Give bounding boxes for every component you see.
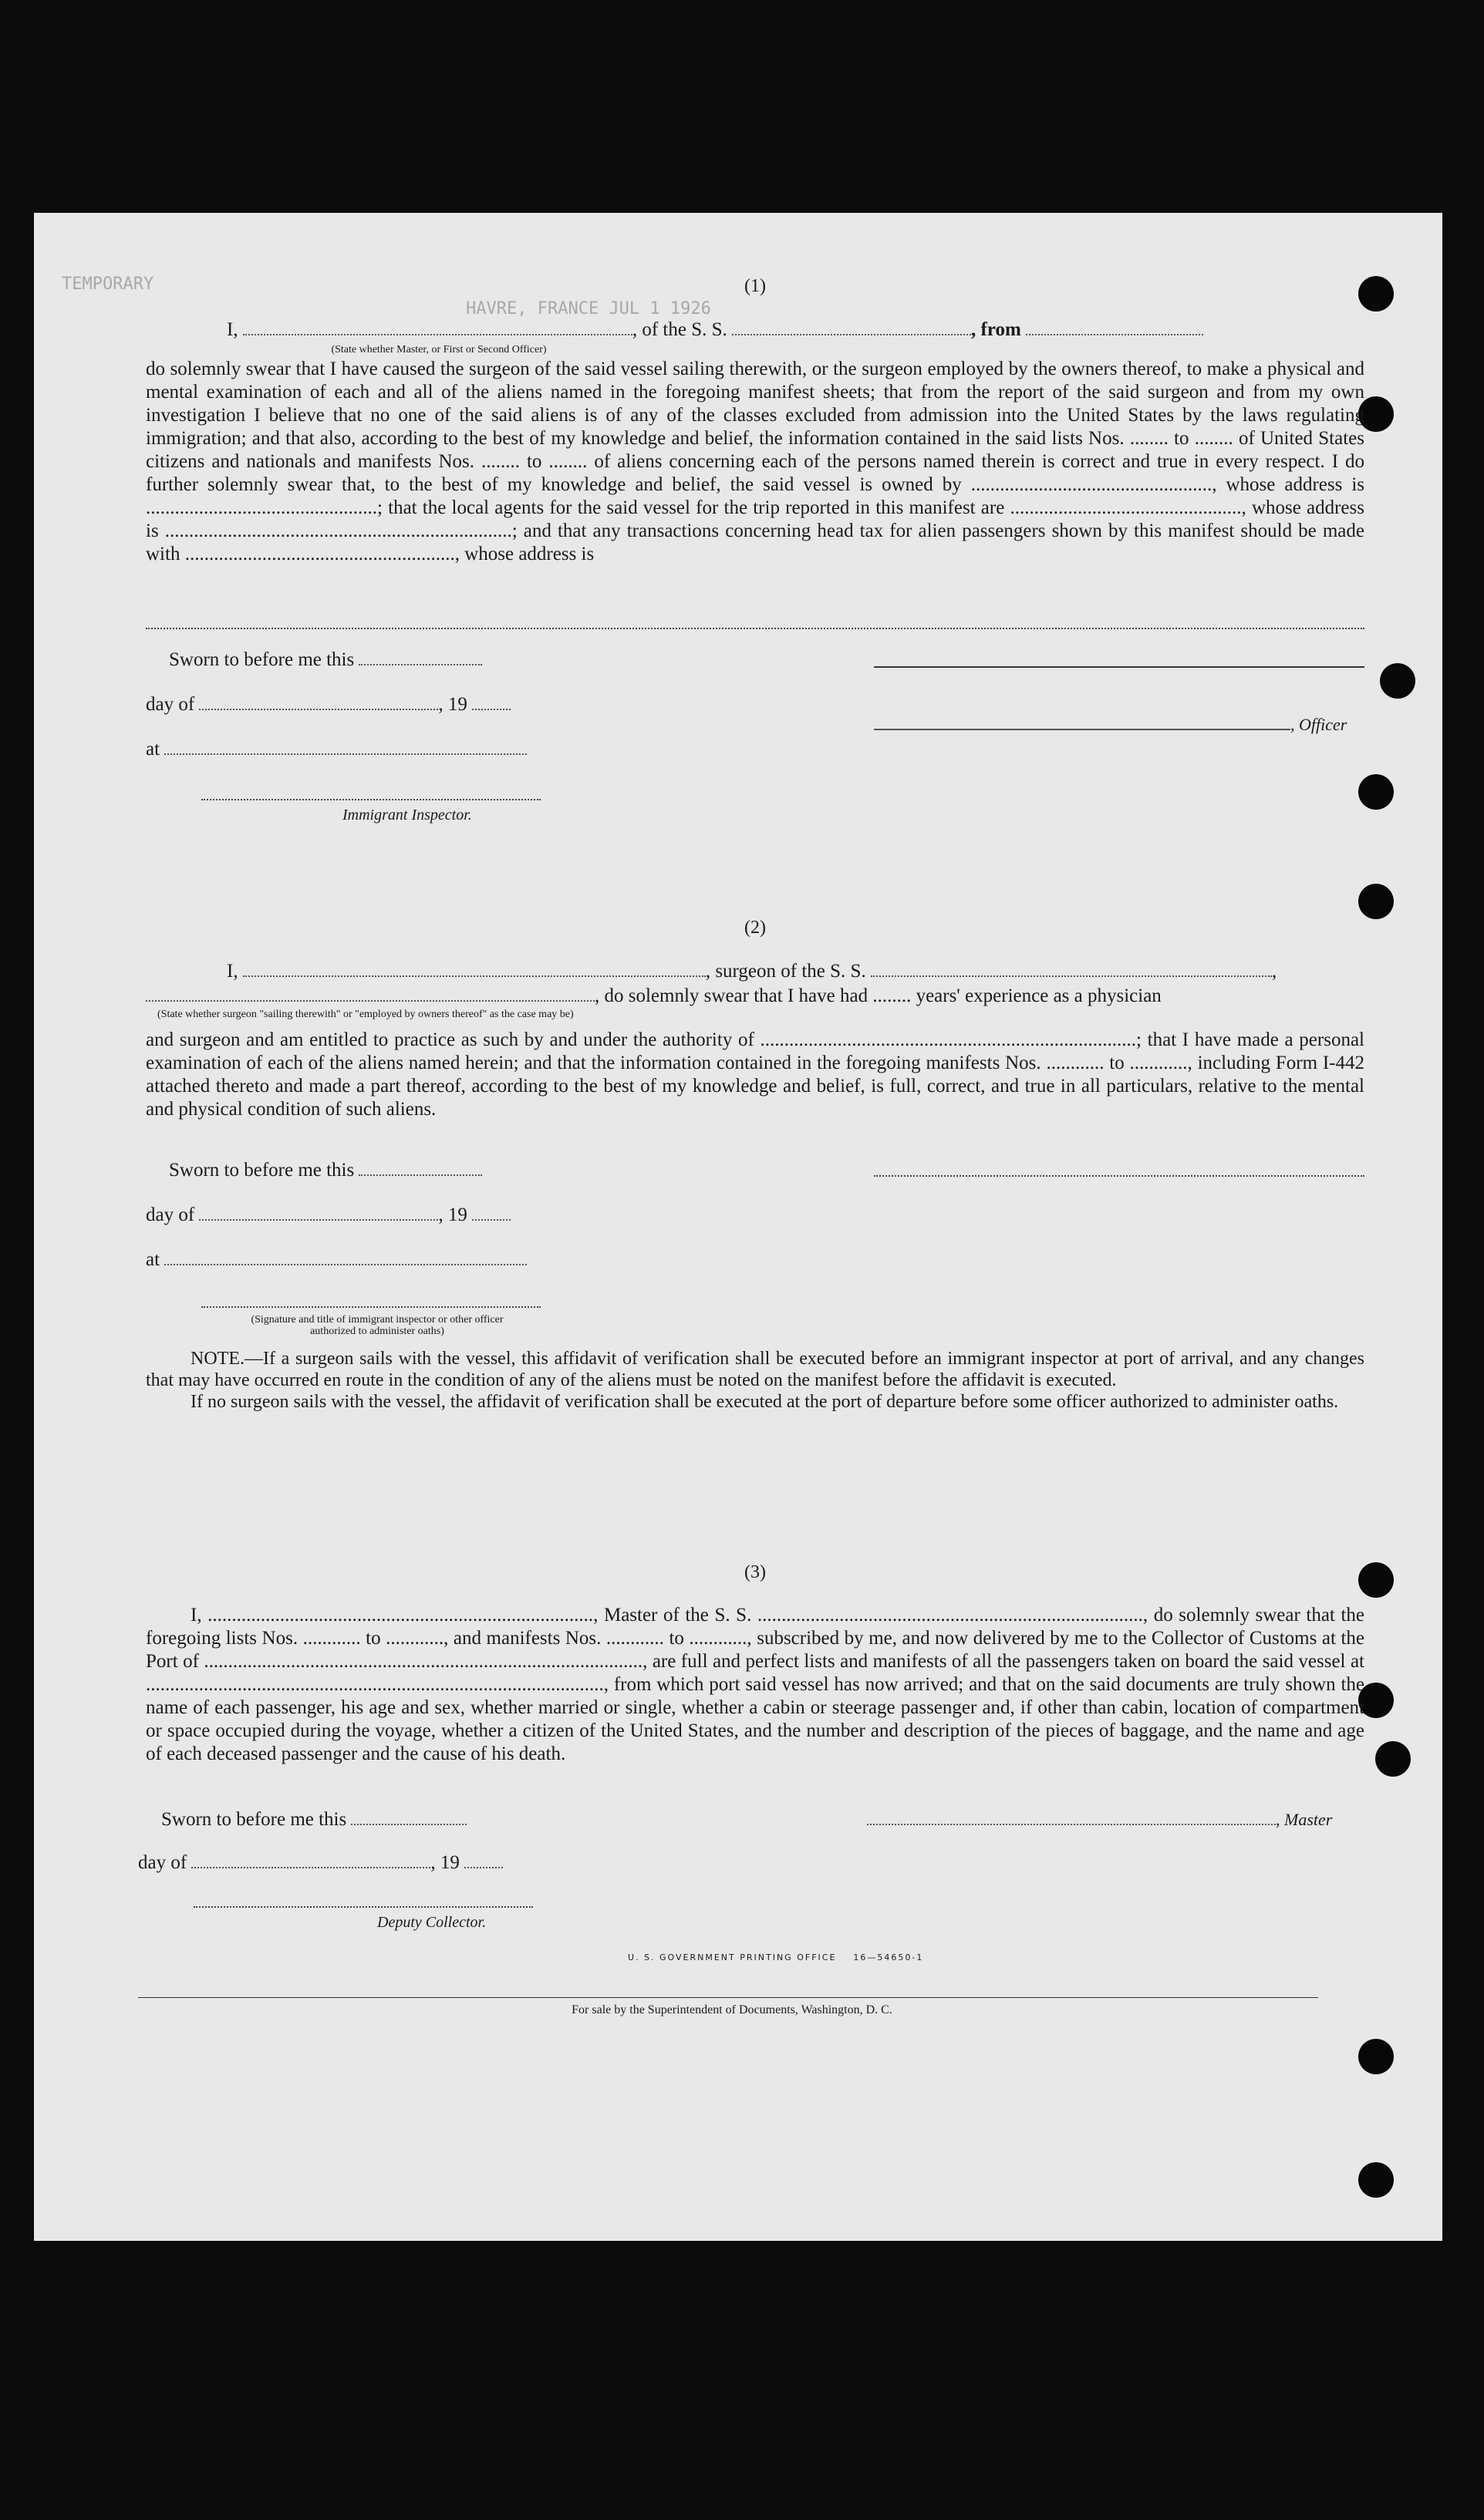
s1-address-line[interactable]: [146, 628, 1364, 629]
s3-day: [138, 1852, 503, 1874]
officer-signature-line-1[interactable]: [874, 666, 1364, 668]
punch-hole: [1358, 884, 1394, 919]
s2-day-label: day of: [146, 1204, 195, 1225]
collector-signature-line[interactable]: [194, 1906, 533, 1908]
s2-line2: [146, 985, 1162, 1007]
form-page: [34, 213, 1442, 2241]
s1-line1-mid: , of the S. S.: [632, 319, 727, 340]
surgeon-type-field[interactable]: [146, 986, 595, 1002]
s2-line1-end: , surgeon of the S. S.: [705, 961, 866, 982]
punch-hole: [1358, 2162, 1394, 2198]
s2-sworn-label: Sworn to before me this: [169, 1160, 355, 1181]
s2-subcaption: (State whether surgeon "sailing therewith" or "employed by owners thereof" as the case may be): [157, 1009, 574, 1020]
officer-signature-field[interactable]: [874, 715, 1290, 730]
s3-day-label: day of: [138, 1852, 187, 1873]
s2-note: [146, 1348, 1364, 1413]
s1-subcaption: (State whether Master, or First or Second Officer): [331, 344, 547, 355]
s2-official-signature-line[interactable]: [201, 1306, 541, 1308]
surgeon-signature-line[interactable]: [874, 1175, 1364, 1177]
s2-at-label: at: [146, 1249, 160, 1270]
s2-place-field[interactable]: [164, 1250, 527, 1265]
bleed-through-text: HAVRE, FRANCE JUL 1 1926: [466, 299, 711, 318]
s2-vessel-name-field[interactable]: [871, 962, 1272, 977]
section-2-number: (2): [744, 918, 766, 938]
footer-rule: [138, 1997, 1318, 1998]
s2-note-2: If no surgeon sails with the vessel, the affidavit of verification shall be executed at the port of departure before some officer authorized to administer oaths.: [191, 1392, 1339, 1412]
s1-place-field[interactable]: [164, 739, 527, 755]
section-3-number: (3): [744, 1562, 766, 1582]
s3-sworn: [161, 1809, 467, 1831]
surgeon-name-field[interactable]: [243, 962, 706, 977]
s3-sworn-date-field[interactable]: [351, 1810, 467, 1825]
section-1-number: (1): [744, 276, 766, 296]
deputy-collector-caption: Deputy Collector.: [377, 1914, 487, 1931]
punch-hole: [1375, 1741, 1411, 1777]
punch-hole: [1358, 2039, 1394, 2074]
s1-body: [146, 358, 1364, 566]
punch-hole: [1380, 663, 1415, 699]
s3-sworn-label: Sworn to before me this: [161, 1809, 347, 1830]
s1-year-label: , 19: [438, 694, 467, 715]
punch-hole: [1358, 774, 1394, 810]
s2-line2-text: , do solemnly swear that I have had ........ years' experience as a physician: [595, 985, 1162, 1006]
s2-body: [146, 1029, 1364, 1121]
s1-sworn-label: Sworn to before me this: [169, 649, 355, 670]
s1-month-field[interactable]: [199, 695, 438, 710]
s2-signature-caption: (Signature and title of immigrant inspector or other officer authorized to administer oaths): [251, 1314, 504, 1337]
master-signature: [867, 1809, 1332, 1831]
s2-body-text: and surgeon and am entitled to practice as such by and under the authority of ..............................................................................; that I have made a personal examination of each of the aliens named herein; and that the information contained in the foregoing manifests Nos. ............ to ............, including Form I-442 attached thereto and made a part thereof, according to the best of my knowledge and belief, is full, correct, and true in all particulars, relative to the mental and physical condition of such aliens.: [146, 1029, 1364, 1120]
s3-year-label: , 19: [430, 1852, 460, 1873]
s1-at: [146, 739, 527, 760]
s1-day-label: day of: [146, 694, 195, 715]
s1-sworn-date-field[interactable]: [359, 650, 482, 665]
s1-sworn: [169, 649, 482, 671]
s2-sworn: [169, 1160, 482, 1181]
s1-body-text: do solemnly swear that I have caused the surgeon of the said vessel sailing therewith, or the surgeon employed by the owners thereof, to make a physical and mental examination of each and all of the aliens named in the foregoing manifest sheets; that from the report of the said surgeon and from my own investigation I believe that no one of the said aliens is of any of the classes excluded from admission into the United States by the laws regulating immigration; and that also, according to the best of my knowledge and belief, the information contained in the said lists Nos. ........ to ........ of United States citizens and nationals and manifests Nos. ........ to ........ of aliens concerning each of the persons named therein is correct and true in every respect. I do further solemnly swear that, to the best of my knowledge and belief, the said vessel is owned by .................................................., whose address is ................................................; that the local agents for the said vessel for the trip reported in this manifest are ................................................, whose address is ........................................................................; and that any transactions concerning head tax for alien passengers shown by this manifest should be made with ........................................................, whose address is: [146, 359, 1364, 564]
officer-signature: [874, 714, 1347, 736]
immigrant-inspector-caption: Immigrant Inspector.: [342, 807, 472, 824]
s2-line1-prefix: I,: [227, 961, 238, 982]
s2-sworn-date-field[interactable]: [359, 1161, 482, 1176]
s1-day: [146, 694, 511, 716]
departure-port-field[interactable]: [1026, 320, 1203, 335]
s1-at-label: at: [146, 739, 160, 760]
printer-imprint: U. S. GOVERNMENT PRINTING OFFICE 16—54650-1: [628, 1952, 924, 1962]
s2-note-1: NOTE.—If a surgeon sails with the vessel, this affidavit of verification shall be executed before an immigrant inspector at port of arrival, and any changes that may have occurred en route in the condition of any of the aliens must be noted on the manifest before the affidavit is executed.: [146, 1349, 1364, 1390]
s2-at: [146, 1249, 527, 1271]
bleed-through-text: TEMPORARY: [62, 275, 154, 294]
vessel-name-field[interactable]: [732, 320, 971, 335]
s2-line1: I, , surgeon of the S. S. ,: [227, 961, 1277, 982]
s3-year-field[interactable]: [464, 1853, 503, 1868]
s2-year-field[interactable]: [472, 1205, 511, 1221]
inspector-signature-line[interactable]: [201, 799, 541, 800]
officer-caption: , Officer: [1290, 715, 1347, 734]
s3-body-text: I, ................................................................................, Master of the S. S. ................................................................................, do solemnly swear that the foregoing lists Nos. ............ to ............, and manifests Nos. ............ to ............, subscribed by me, and now delivered by me to the Collector of Customs at the Port of ..........................................................................................., are full and perfect lists and manifests of all the passengers taken on board the said vessel at ..............................................................................................., from which port said vessel has now arrived; and that on the said documents are truly shown the name of each passenger, his age and sex, whether married or single, whether a cabin or steerage passenger and, if other than cabin, location of compartment or space occupied during the voyage, whether a citizen of the United States, and the number and description of the pieces of baggage, and the name and age of each deceased passenger and the cause of his death.: [146, 1605, 1364, 1764]
s1-line1-end: , from: [971, 319, 1021, 340]
s3-month-field[interactable]: [191, 1853, 430, 1868]
master-caption: , Master: [1276, 1810, 1333, 1829]
officer-name-field[interactable]: [243, 320, 632, 335]
s1-year-field[interactable]: [472, 695, 511, 710]
footer-text: For sale by the Superintendent of Documents, Washington, D. C.: [572, 2003, 892, 2016]
s2-month-field[interactable]: [199, 1205, 438, 1221]
s2-day: [146, 1204, 511, 1226]
s1-line1-prefix: I,: [227, 319, 238, 340]
s3-body: [146, 1604, 1364, 1766]
s2-year-label: , 19: [438, 1204, 467, 1225]
s1-line1: [227, 319, 1203, 341]
master-signature-field[interactable]: [867, 1810, 1276, 1825]
